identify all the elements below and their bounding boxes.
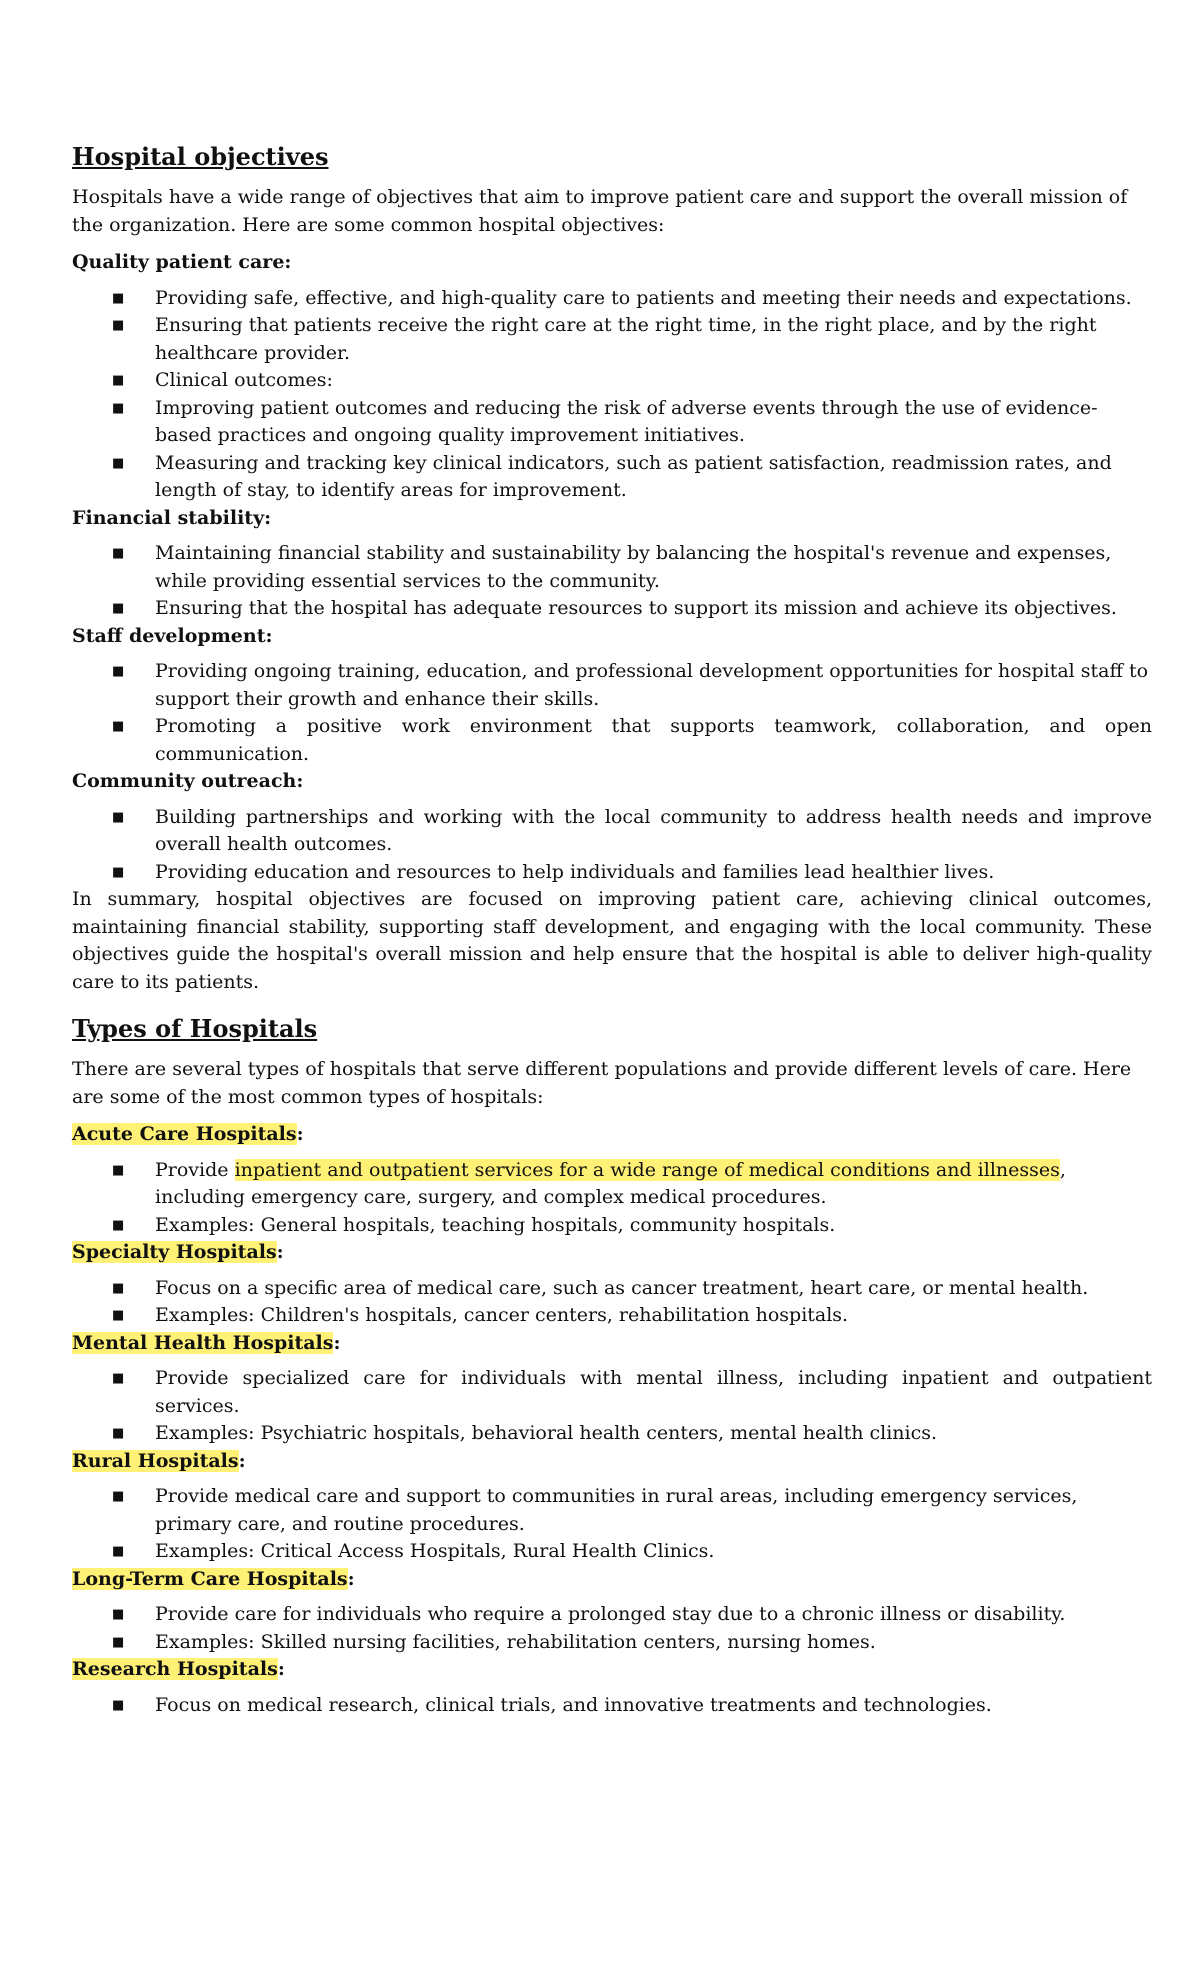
types-intro-paragraph: There are several types of hospitals that serve different populations and provide different levels of care. Here are some of the most common types of hospitals: bbox=[72, 1058, 1132, 1108]
list-item: ■ Clinical outcomes: bbox=[72, 367, 1152, 395]
label-rural-hospitals bbox=[72, 1448, 1152, 1476]
label-colon: : bbox=[276, 1241, 284, 1263]
list-item: ■ Maintaining financial stability and sustainability by balancing the hospital's revenue and expenses, while providing essential services to the community. bbox=[72, 540, 1152, 595]
list-rural bbox=[72, 1483, 1152, 1566]
label-long-term-care-hospitals bbox=[72, 1566, 1152, 1594]
list-item: ■ Provide specialized care for individuals with mental illness, including inpatient and outpatient services. bbox=[72, 1365, 1152, 1420]
item-text: , including emergency care, surgery, and complex medical procedures. bbox=[155, 1158, 1066, 1208]
list-item: ■ Examples: Critical Access Hospitals, Rural Health Clinics. bbox=[72, 1538, 1152, 1566]
item-text: Provide bbox=[155, 1158, 235, 1181]
list-item: ■ Improving patient outcomes and reducing the risk of adverse events through the use of evidence-based practices and ongoing quality improvement initiatives. bbox=[72, 395, 1152, 450]
highlighted-label: Acute Care Hospitals bbox=[72, 1123, 297, 1145]
highlighted-label: Rural Hospitals bbox=[72, 1449, 239, 1472]
list-item: ■ Providing ongoing training, education, and professional development opportunities for hospital staff to support their growth and enhance their skills. bbox=[72, 658, 1152, 713]
list-item: ■ Promoting a positive work environment that supports teamwork, collaboration, and open communication. bbox=[72, 713, 1152, 768]
list-item: ■ Ensuring that the hospital has adequate resources to support its mission and achieve its objectives. bbox=[72, 595, 1152, 623]
highlighted-text: inpatient and outpatient services for a wide range of medical conditions and illnesses bbox=[234, 1158, 1060, 1181]
list-item: ■ Provide care for individuals who require a prolonged stay due to a chronic illness or disability. bbox=[72, 1601, 1152, 1629]
list-long-term-care bbox=[72, 1601, 1152, 1656]
highlighted-label: Mental Health Hospitals bbox=[72, 1331, 334, 1354]
list-community-outreach bbox=[72, 804, 1152, 887]
label-staff-development: Staff development: bbox=[72, 624, 273, 647]
label-quality-patient-care: Quality patient care: bbox=[72, 251, 292, 273]
label-colon: : bbox=[277, 1658, 285, 1680]
summary-paragraph: In summary, hospital objectives are focused on improving patient care, achieving clinical outcomes, maintaining financial stability, supporting staff development, and engaging with the local community. These objectives guide the hospital's overall mission and help ensure that the hospital is able to deliver high-quality care to its patients. bbox=[72, 888, 1152, 993]
document-page bbox=[72, 140, 1152, 1719]
list-item: ■ Focus on a specific area of medical care, such as cancer treatment, heart care, or mental health. bbox=[72, 1275, 1152, 1303]
list-item: ■ Ensuring that patients receive the right care at the right time, in the right place, and by the right healthcare provider. bbox=[72, 312, 1152, 367]
list-item: ■ Providing safe, effective, and high-quality care to patients and meeting their needs and expectations. bbox=[72, 285, 1152, 313]
list-specialty bbox=[72, 1275, 1152, 1330]
list-research bbox=[72, 1692, 1152, 1720]
list-acute-care bbox=[72, 1157, 1152, 1240]
list-item: ■ Building partnerships and working with the local community to address health needs and improve overall health outcomes. bbox=[72, 804, 1152, 859]
label-financial-stability: Financial stability: bbox=[72, 506, 272, 529]
heading-types-of-hospitals: Types of Hospitals bbox=[72, 1014, 318, 1043]
list-item: ■ Provide medical care and support to communities in rural areas, including emergency services, primary care, and routine procedures. bbox=[72, 1483, 1152, 1538]
highlighted-label: Specialty Hospitals bbox=[72, 1241, 277, 1263]
label-colon: : bbox=[333, 1331, 341, 1354]
list-item: ■ Measuring and tracking key clinical indicators, such as patient satisfaction, readmission rates, and length of stay, to identify areas for improvement. bbox=[72, 450, 1152, 505]
list-item: ■ Providing education and resources to help individuals and families lead healthier lives. bbox=[72, 859, 1152, 887]
list-financial-stability bbox=[72, 540, 1152, 623]
label-research-hospitals bbox=[72, 1656, 1152, 1684]
highlighted-label: Long-Term Care Hospitals bbox=[72, 1567, 348, 1590]
label-colon: : bbox=[238, 1449, 246, 1472]
label-colon: : bbox=[296, 1123, 304, 1145]
label-community-outreach: Community outreach: bbox=[72, 770, 304, 792]
list-mental-health bbox=[72, 1365, 1152, 1448]
list-item: ■ Focus on medical research, clinical trials, and innovative treatments and technologies. bbox=[72, 1692, 1152, 1720]
heading-hospital-objectives: Hospital objectives bbox=[72, 142, 329, 171]
list-item: ■ Examples: Skilled nursing facilities, rehabilitation centers, nursing homes. bbox=[72, 1629, 1152, 1657]
label-specialty-hospitals bbox=[72, 1239, 1152, 1267]
intro-paragraph: Hospitals have a wide range of objectives that aim to improve patient care and support the overall mission of the organization. Here are some common hospital objectives: bbox=[72, 186, 1128, 236]
label-colon: : bbox=[347, 1567, 355, 1590]
highlighted-label: Research Hospitals bbox=[72, 1658, 278, 1680]
list-item bbox=[72, 1157, 1152, 1212]
label-acute-care-hospitals bbox=[72, 1121, 1152, 1149]
label-mental-health-hospitals bbox=[72, 1330, 1152, 1358]
list-staff-development bbox=[72, 658, 1152, 768]
list-item: ■ Examples: General hospitals, teaching hospitals, community hospitals. bbox=[72, 1212, 1152, 1240]
list-item: ■ Examples: Children's hospitals, cancer centers, rehabilitation hospitals. bbox=[72, 1302, 1152, 1330]
list-quality-patient-care bbox=[72, 285, 1152, 505]
list-item: ■ Examples: Psychiatric hospitals, behavioral health centers, mental health clinics. bbox=[72, 1420, 1152, 1448]
